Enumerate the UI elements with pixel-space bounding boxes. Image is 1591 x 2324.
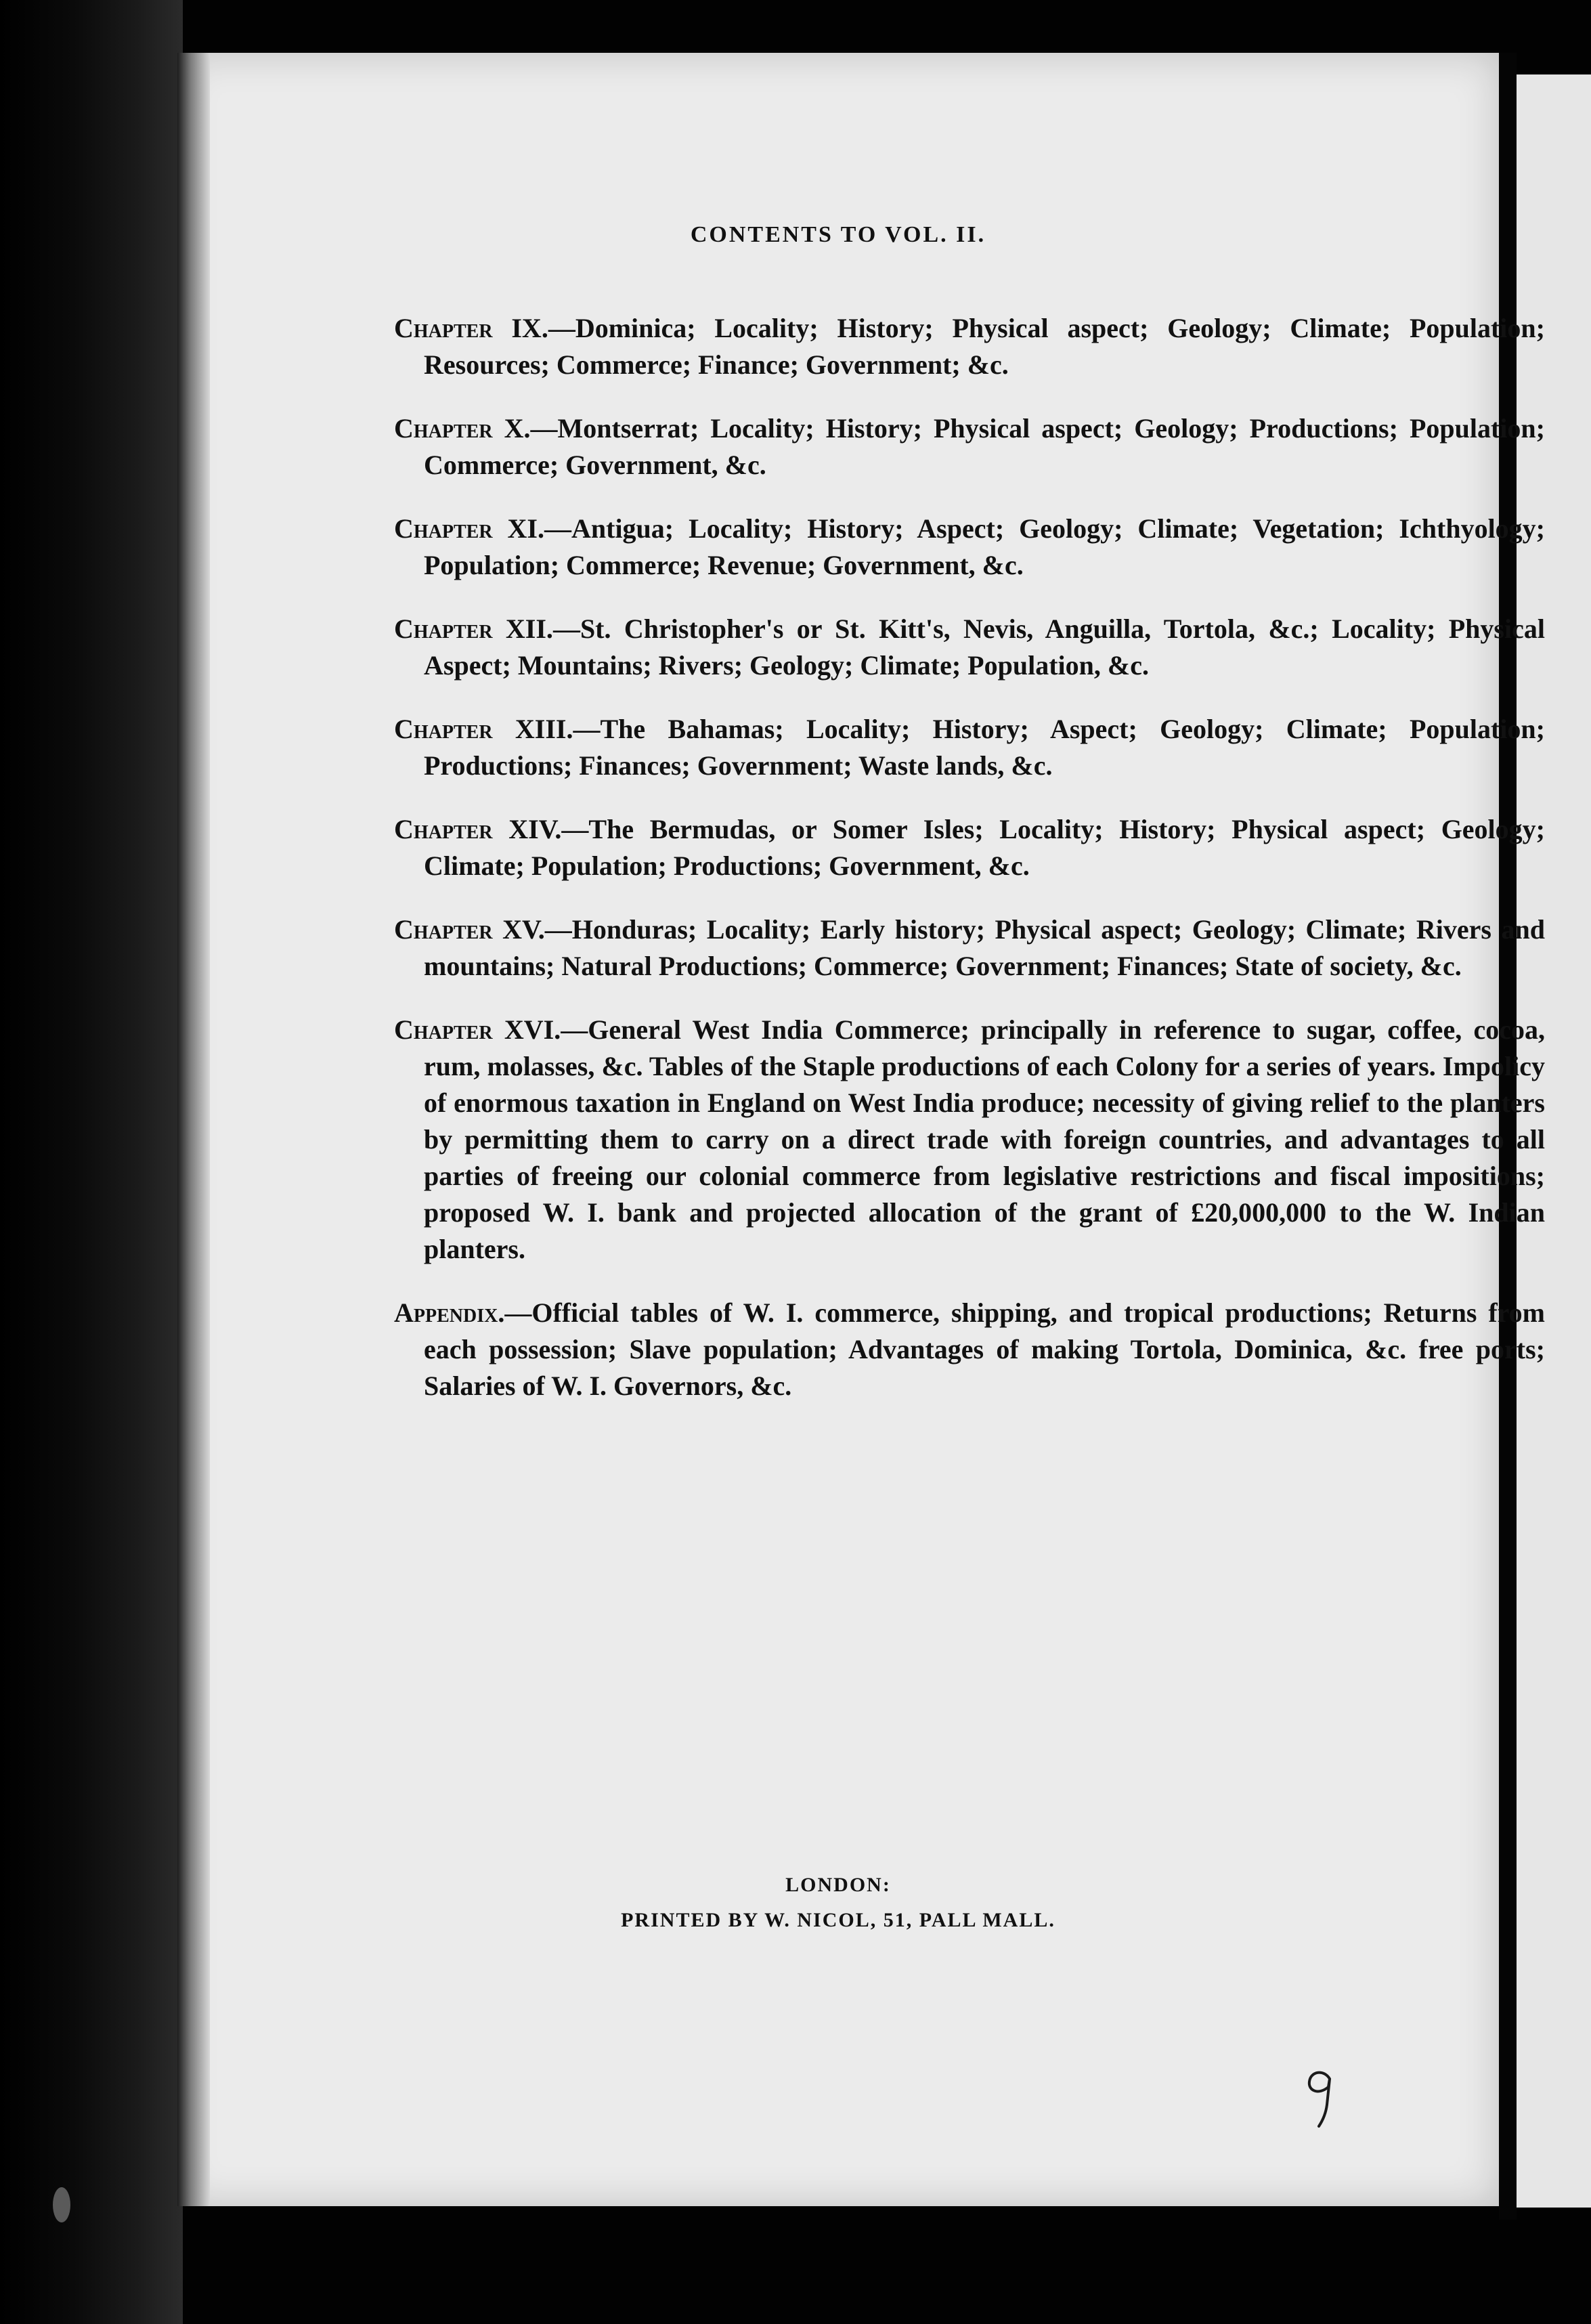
contents-entry-appendix	[394, 1295, 1545, 1404]
entry-heading: Chapter X.	[394, 413, 531, 444]
scan-edge-mark	[53, 2187, 70, 2222]
contents-entry-chapter-xv	[394, 911, 1545, 985]
entry-heading: Chapter XVI.	[394, 1014, 561, 1045]
contents-entry-chapter-xi	[394, 511, 1545, 584]
entry-heading: Chapter XIV.	[394, 814, 562, 844]
entry-text: —Antigua; Locality; History; Aspect; Geology; Climate; Vegetation; Ichthyology; Population; Commerce; Revenue; Government, &c.	[424, 513, 1546, 580]
book-page	[177, 53, 1546, 2206]
entry-text: —Honduras; Locality; Early history; Physical aspect; Geology; Climate; Rivers and mountains; Natural Productions; Commerce; Government; Finances; State of society, &c.	[424, 914, 1546, 981]
entry-text: —The Bahamas; Locality; History; Aspect; Geology; Climate; Population; Productions; Finances; Government; Waste lands, &c.	[424, 714, 1546, 781]
contents-entry-chapter-xiv	[394, 811, 1545, 884]
entry-heading: Chapter XI.	[394, 513, 544, 544]
entry-heading: Chapter XV.	[394, 914, 545, 945]
printer-imprint	[177, 1868, 1499, 1938]
entry-heading: Chapter XII.	[394, 614, 553, 644]
imprint-city: LONDON:	[785, 1874, 891, 1896]
entry-heading: Chapter XIII.	[394, 714, 573, 744]
handwritten-page-number	[1301, 2064, 1342, 2132]
entry-heading: Chapter IX.	[394, 313, 548, 343]
page-content	[177, 53, 1546, 2206]
contents-entry-chapter-xii	[394, 611, 1545, 684]
contents-entry-chapter-xvi	[394, 1012, 1545, 1268]
contents-entry-chapter-xiii	[394, 711, 1545, 784]
entry-text: —Official tables of W. I. commerce, shipping, and tropical productions; Returns from each possession; Slave population; Advantages of making Tortola, Dominica, &c. free ports; Salaries of W. I. Governors, &c.	[424, 1297, 1545, 1401]
contents-list	[394, 283, 1545, 1427]
contents-entry-chapter-x	[394, 410, 1545, 483]
entry-text: —The Bermudas, or Somer Isles; Locality; History; Physical aspect; Geology; Climate; Population; Productions; Government, &c.	[424, 814, 1545, 881]
entry-text: —General West India Commerce; principally in reference to sugar, coffee, cocoa, rum, molasses, &c. Tables of the Staple productions of each Colony for a series of years. Impolicy of enormous taxation in England on West India produce; necessity of giving relief to the planters by permitting them to carry on a direct trade with foreign countries, and advantages to all parties of freeing our colonial commerce from legislative restrictions and fiscal impositions; proposed W. I. bank and projected allocation of the grant of £20,000,000 to the W. Indian planters.	[424, 1014, 1545, 1264]
entry-text: —St. Christopher's or St. Kitt's, Nevis, Anguilla, Tortola, &c.; Locality; Physical Aspect; Mountains; Rivers; Geology; Climate; Population, &c.	[424, 614, 1545, 681]
book-spine-shadow	[0, 0, 183, 2324]
contents-entry-chapter-ix	[394, 310, 1545, 383]
running-head: CONTENTS TO VOL. II.	[690, 222, 986, 247]
entry-heading: Appendix.	[394, 1297, 505, 1328]
entry-text: —Montserrat; Locality; History; Physical aspect; Geology; Productions; Population; Commerce; Government, &c.	[424, 413, 1545, 480]
imprint-printer: PRINTED BY W. NICOL, 51, PALL MALL.	[621, 1909, 1055, 1931]
entry-text: —Dominica; Locality; History; Physical aspect; Geology; Climate; Population; Resources; Commerce; Finance; Government; &c.	[424, 313, 1545, 380]
